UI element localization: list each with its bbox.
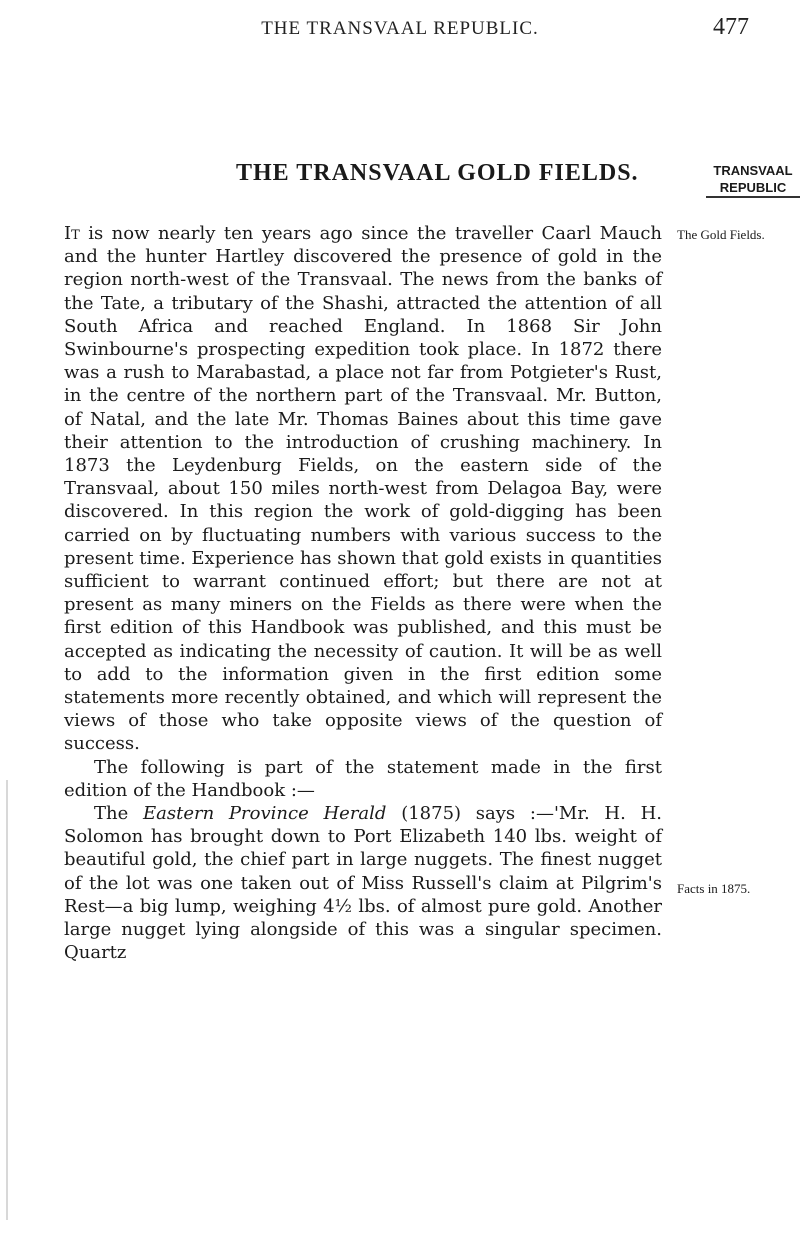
newspaper-title: Eastern Province Herald — [143, 803, 387, 825]
paragraph-3-pre: The — [94, 803, 143, 825]
paragraph-2: The following is part of the statement made in the first edition of the Handbook :— — [64, 756, 662, 801]
paragraph-3-text: (1875) says :—'Mr. H. H. Solomon has brought down to Port Elizabeth 140 lbs. weight of beautiful gold, the chief part in large nuggets. The finest nugget of the lot was one taken out of Miss Russell's claim at Pilgrim's Rest—a big lump, weighing 4½ lbs. of almost pure gold. Another large nugget lying alongside of this was a singular specimen. Quartz — [64, 803, 663, 964]
paragraph-lead-word: It — [64, 223, 80, 244]
sidenote-gold-fields: The Gold Fields. — [677, 227, 765, 242]
paragraph-1 — [64, 222, 662, 756]
chapter-title: THE TRANSVAAL GOLD FIELDS. — [236, 160, 639, 186]
margin-rule — [706, 196, 800, 198]
sidenote-facts-1875: Facts in 1875. — [677, 881, 751, 896]
page-number: 477 — [713, 14, 749, 40]
paragraph-1-text: is now nearly ten years ago since the traveller Caarl Mauch and the hunter Hartley discovered the presence of gold in the region north-west of the Transvaal. The news from the banks of the Tate, a tributary of the Shashi, attracted the attention of all South Africa and reached England. In 1868 Sir John Swinbourne's prospecting expedition took place. In 1872 there was a rush to Marabastad, a place not far from Potgieter's Rust, in the centre of the northern part of the Transvaal. Mr. Button, of Natal, and the late Mr. Thomas Baines about this time gave their attention to the introduction of crushing machinery. In 1873 the Leydenburg Fields, on the eastern side of the Transvaal, about 150 miles north-west from Delagoa Bay, were discovered. In this region the work of gold-digging has been carried on by fluctuating numbers with various success to the present time. Experience has shown that gold exists in quantities sufficient to warrant continued effort; but there are not at present as many miners on the Fields as there were when the first edition of this Handbook was published, and this must be accepted as indicating the necessity of caution. It will be as well to add to the information given in the first edition some statements more recently obtained, and which will represent the views of those who take opposite views of the question of success. — [64, 223, 662, 755]
paragraph-3 — [64, 802, 662, 964]
binding-line — [6, 780, 8, 1220]
margin-heading: TRANSVAAL REPUBLIC — [713, 163, 793, 195]
running-head: THE TRANSVAAL REPUBLIC. — [261, 18, 539, 39]
body-text — [64, 222, 662, 965]
